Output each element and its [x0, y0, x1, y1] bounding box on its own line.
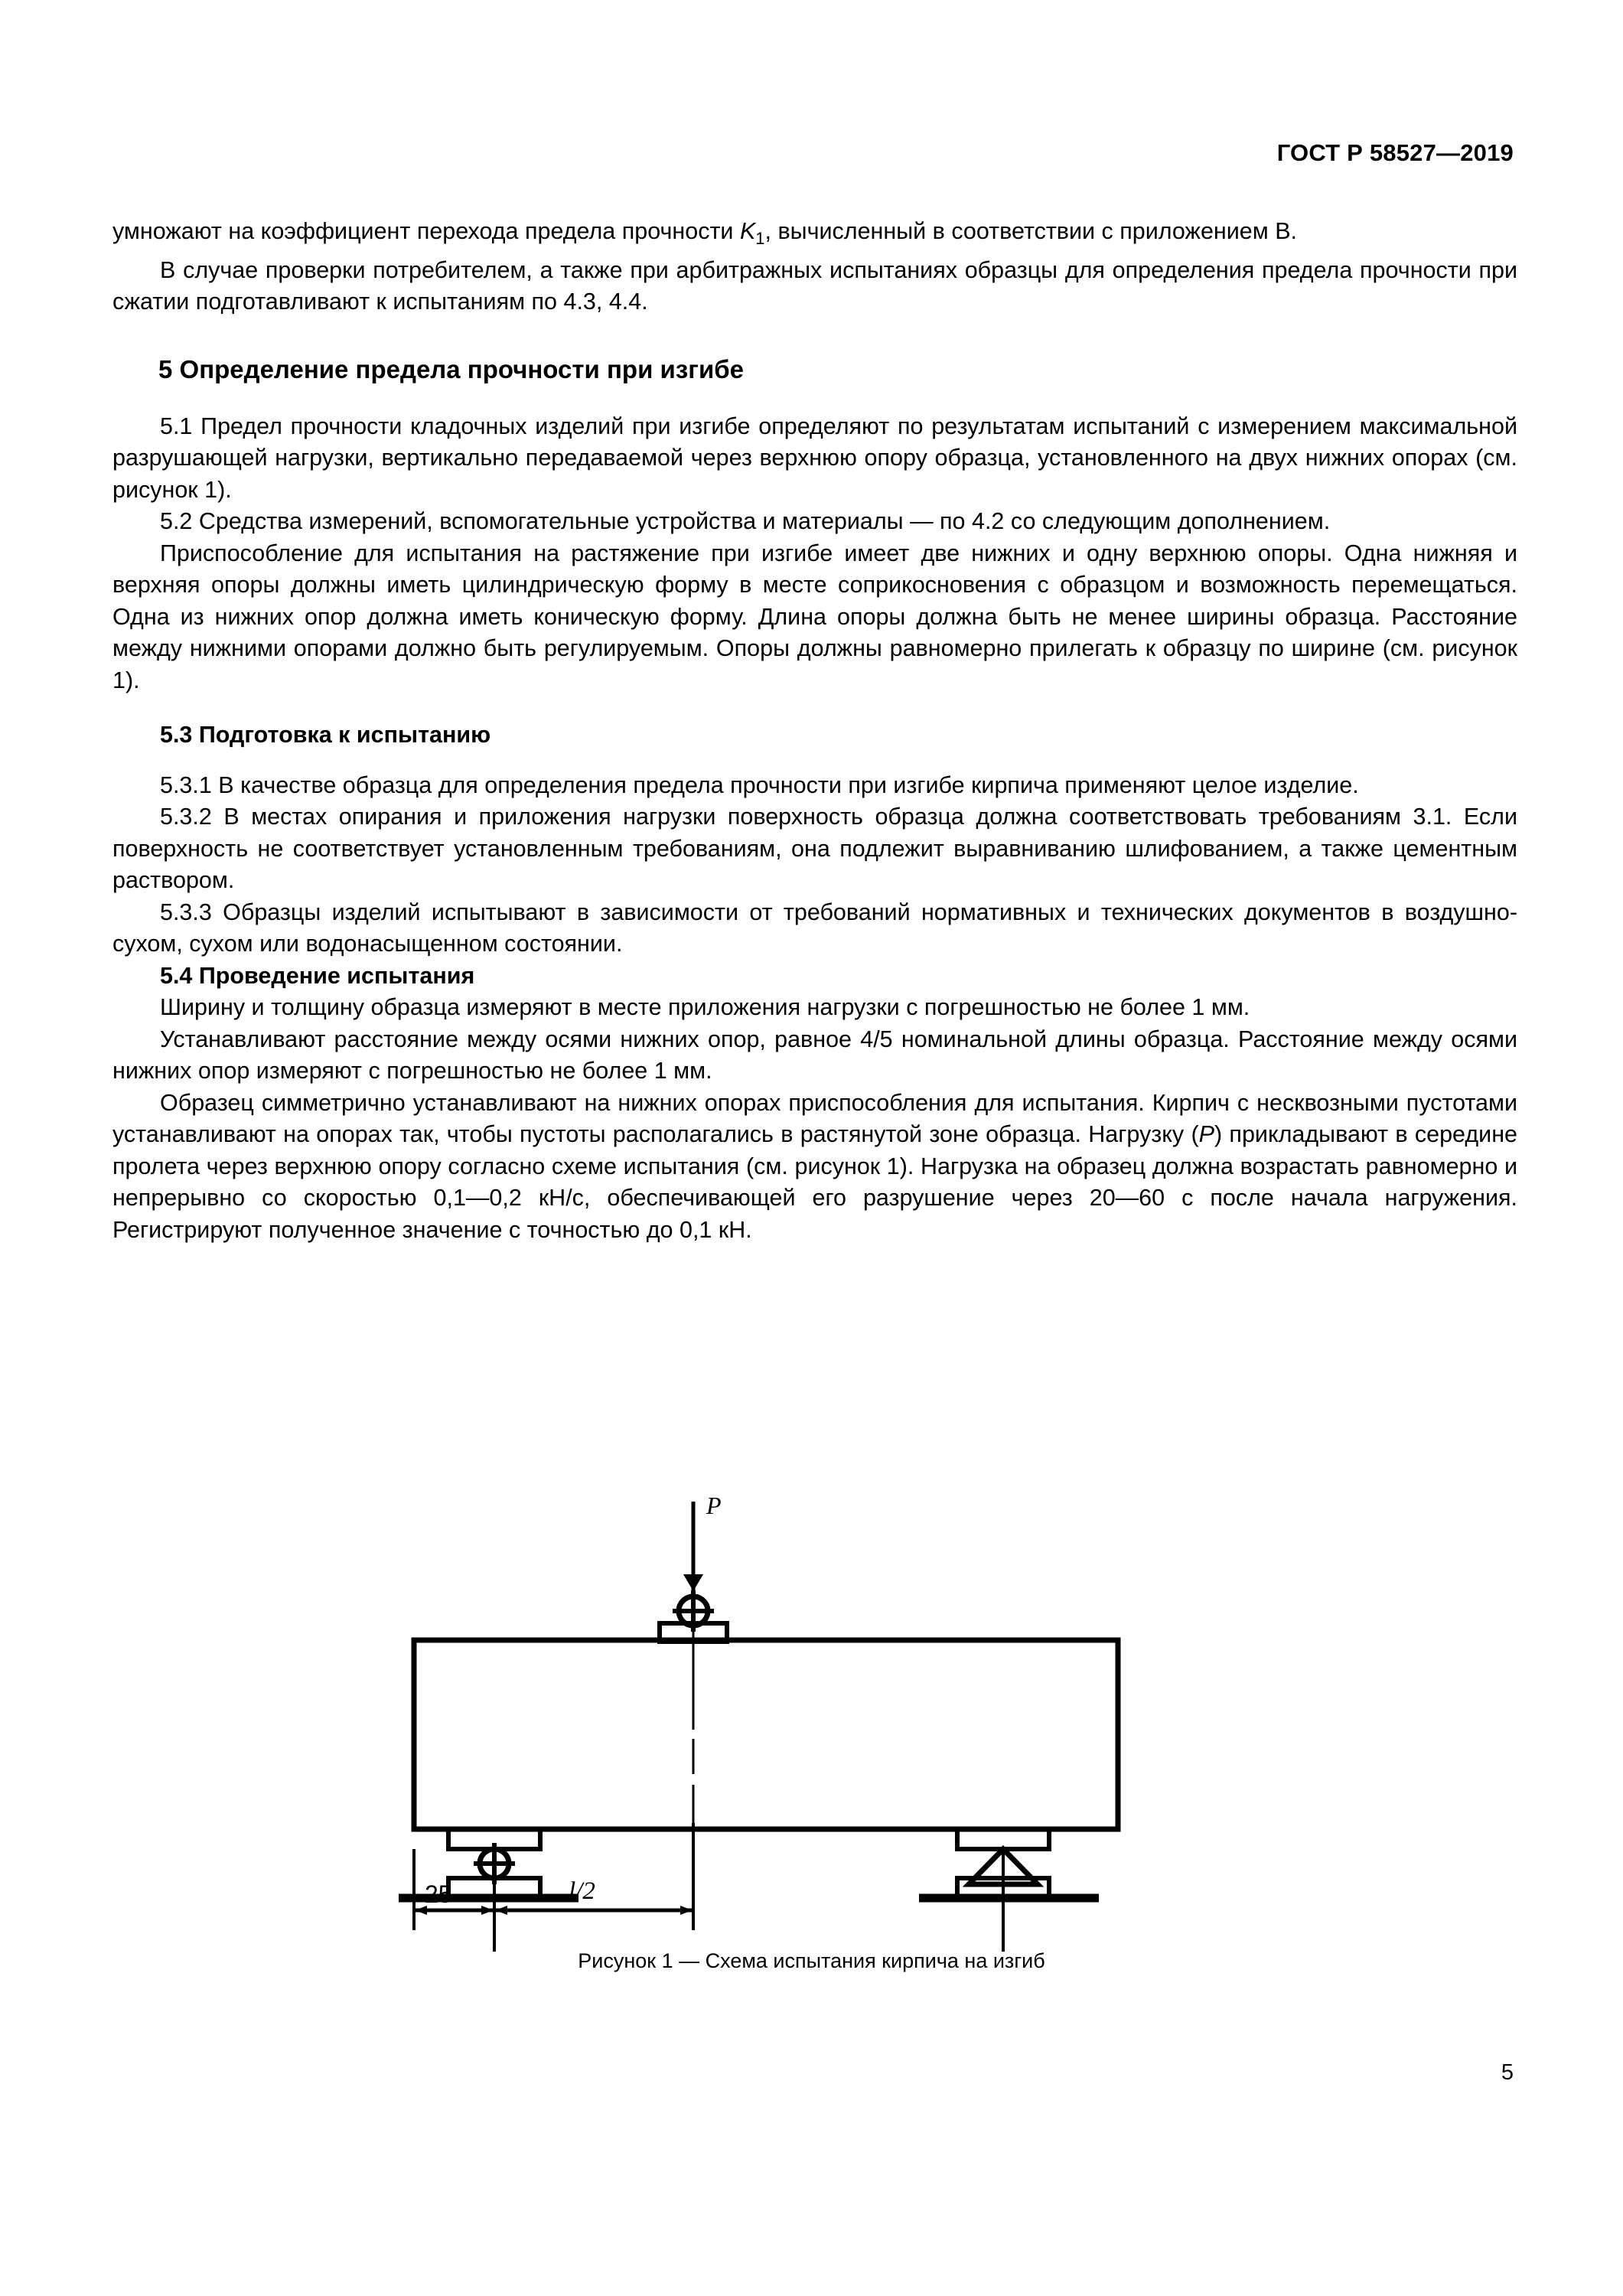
paragraph-intro-1-part-a: умножают на коэффициент перехода предела прочности — [112, 218, 740, 244]
spacer — [112, 385, 1517, 411]
heading-subsection-5-4: 5.4 Проведение испытания — [160, 962, 475, 989]
paragraph-5-4-b: Устанавливают расстояние между осями нижних опор, равное 4/5 номинальной длины образца. Расстояние между осями нижних опор измеряют с погрешностью не более 1 мм. — [112, 1026, 1517, 1084]
heading-subsection-5-3: 5.3 Подготовка к испытанию — [160, 722, 491, 748]
spacer — [112, 318, 1517, 354]
paragraph-5-2-additional: Приспособление для испытания на растяжение при изгибе имеет две нижних и одну верхнюю опоры. Одна нижняя и верхняя опоры должны иметь цилиндрическую форму в месте соприкосновения с образцом и возможность перемещаться. Одна из нижних опор должна иметь коническую форму. Длина опоры должна быть не менее ширины образца. Расстояние между нижними опорами должно быть регулируемым. Опоры должны равномерно прилегать к образцу по ширине (см. рисунок 1). — [112, 540, 1517, 693]
paragraph-5-3-1: 5.3.1 В качестве образца для определения предела прочности при изгибе кирпича применяют целое изделие. — [160, 771, 1359, 798]
paragraph-5-4-c-part-1: Образец симметрично устанавливают на нижних опорах приспособления для испытания. Кирпич с несквозными пустотами устанавливают на опорах так, чтобы пустоты располагались в растянутой зоне образца. Нагрузку ( — [112, 1089, 1517, 1148]
figure-1-bending-test-scheme — [0, 1477, 1623, 1952]
paragraph-5-1: 5.1 Предел прочности кладочных изделий при изгибе определяют по результатам испытаний с измерением максимальной разрушающей нагрузки, вертикально передаваемой через верхнюю опору образца, установленного на двух нижних опорах (см. рисунок 1). — [112, 413, 1517, 503]
dimension-label-half-span: l/2 — [568, 1877, 595, 1905]
paragraph-5-3-3: 5.3.3 Образцы изделий испытывают в зависимости от требований нормативных и технических документов в воздушно-сухом, сухом или водонасыщенном состоянии. — [112, 899, 1517, 957]
paragraph-intro-1-part-b: , вычисленный в соответствии с приложением В. — [764, 218, 1298, 244]
paragraph-intro-1 — [112, 216, 1517, 255]
load-symbol-inline: P — [1198, 1121, 1214, 1148]
paragraph-5-2: 5.2 Средства измерений, вспомогательные устройства и материалы — по 4.2 со следующим дополнением. — [160, 508, 1331, 535]
paragraph-5-4-a: Ширину и толщину образца измеряют в месте приложения нагрузки с погрешностью не более 1 мм. — [160, 994, 1250, 1021]
paragraph-5-3-2: 5.3.2 В местах опирания и приложения нагрузки поверхность образца должна соответствовать требованиям 3.1. Если поверхность не соответствует установленным требованиям, она подлежит выравниванию шлифованием, а также цементным раствором. — [112, 804, 1517, 894]
dimension-label-25: 25 — [424, 1880, 452, 1908]
paragraph-5-4-c — [112, 1088, 1517, 1247]
figure-1-drawing — [391, 1477, 1233, 1952]
load-arrow-group — [693, 1492, 722, 1590]
coefficient-symbol — [739, 218, 765, 249]
page-header-standard-id: ГОСТ Р 58527—2019 — [1276, 139, 1514, 166]
spacer — [112, 752, 1517, 770]
paragraph-5-4-c-part-2: ) прикладывают в середине пролета через верхнюю опору согласно схеме испытания (см. рисунок 1). Нагрузка на образец должна возрастать равномерно и непрерывно со скоростью 0,1—0,2 кН/с, обеспечивающей его разрушение через 20—60 с после начала нагружения. Регистрируют полученное значение с точностью до 0,1 кН. — [112, 1121, 1517, 1243]
coefficient-symbol-letter: K — [739, 218, 756, 244]
specimen-brick — [414, 1640, 1118, 1829]
load-label-P: P — [706, 1492, 722, 1519]
right-support-conical — [919, 1829, 1099, 1898]
page-number: 5 — [1501, 2060, 1514, 2085]
spacer — [112, 696, 1517, 719]
document-body — [112, 216, 1517, 1246]
heading-section-5: 5 Определение предела прочности при изгибе — [158, 354, 744, 383]
figure-1-caption: Рисунок 1 — Схема испытания кирпича на изгиб — [578, 1949, 1045, 1972]
paragraph-intro-2: В случае проверки потребителем, а также при арбитражных испытаниях образцы для определения предела прочности при сжатии подготавливают к испытаниям по 4.3, 4.4. — [112, 256, 1517, 315]
coefficient-symbol-subscript: 1 — [755, 229, 765, 249]
